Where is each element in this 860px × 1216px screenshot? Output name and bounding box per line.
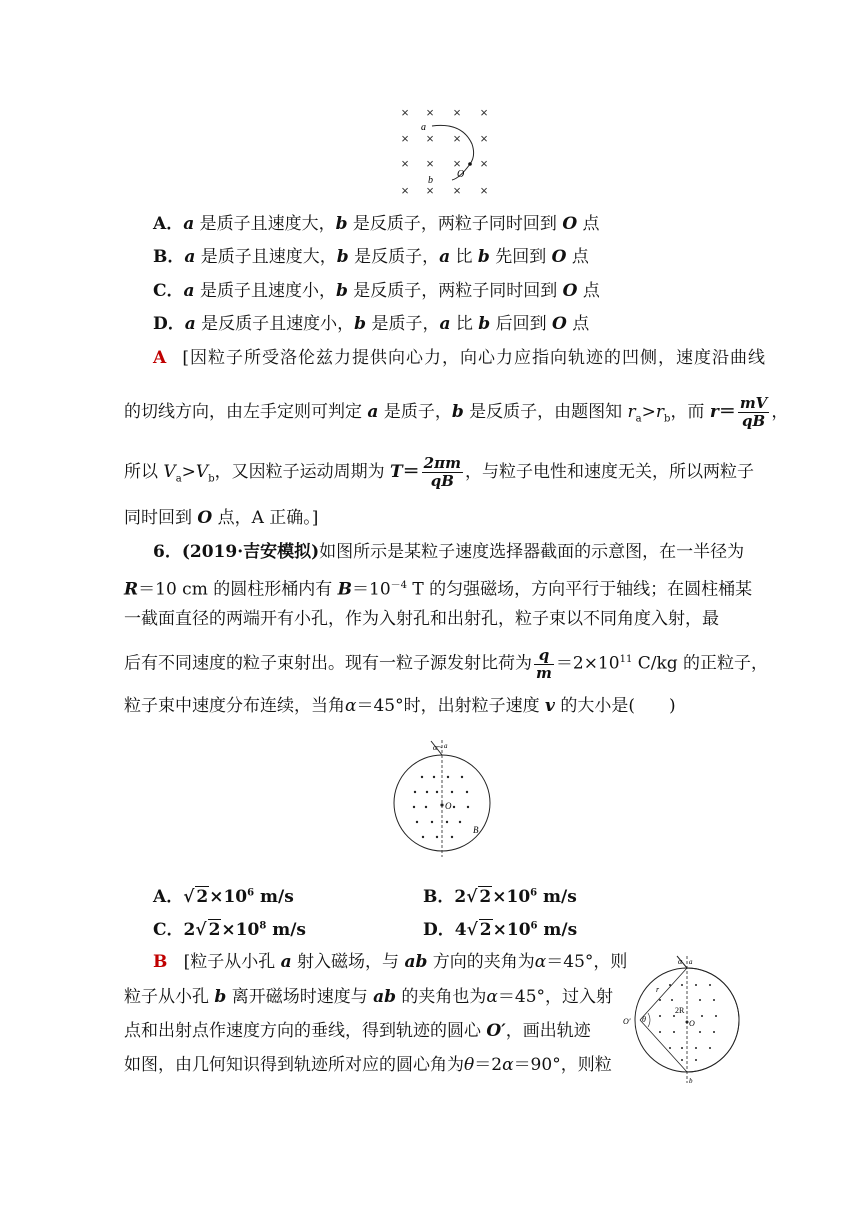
q6-solution-line2: 粒子从小孔 b 离开磁场时速度与 ab 的夹角也为α＝45°，过入射 bbox=[124, 987, 614, 1007]
figure-trajectory-solution bbox=[620, 950, 740, 1085]
svg-text:×: × bbox=[480, 105, 488, 120]
q6-solution-line4: 如图，由几何知识得到轨迹所对应的圆心角为θ＝2α＝90°，则粒 bbox=[124, 1055, 612, 1075]
fig3-label-Oprime: O′ bbox=[623, 1017, 631, 1026]
label-b: b bbox=[428, 175, 433, 186]
svg-text:×: × bbox=[426, 105, 434, 120]
fig3-label-theta: θ bbox=[642, 1015, 646, 1024]
q6-line3: 一截面直径的两端开有小孔，作为入射孔和出射孔，粒子束以不同角度入射，最 bbox=[124, 609, 719, 629]
svg-text:×: × bbox=[453, 105, 461, 120]
svg-text:×: × bbox=[426, 183, 434, 198]
label-O-center: O bbox=[445, 801, 452, 811]
label-B: B bbox=[473, 825, 479, 835]
svg-text:×: × bbox=[453, 156, 461, 171]
q5-solution-line2: 的切线方向，由左手定则可判定 a 是质子，b 是反质子，由题图知 $r_a>r_b$，而 r＝ $\frac{mV}{qB}$ ， bbox=[124, 394, 789, 430]
fig3-label-alpha: α bbox=[678, 957, 683, 966]
q6-answer: B bbox=[153, 952, 168, 972]
svg-text:×: × bbox=[426, 131, 434, 146]
q5-option-a: A．a 是质子且速度大，b 是反质子，两粒子同时回到 O 点 bbox=[153, 214, 600, 234]
figure-field-trajectory bbox=[390, 100, 500, 200]
q5-option-d: D．a 是反质子且速度小，b 是质子，a 比 b 后回到 O 点 bbox=[153, 314, 590, 334]
svg-text:×: × bbox=[480, 183, 488, 198]
q6-option-d: D．4√ $2\times 10^6$ m/s bbox=[423, 920, 578, 940]
q6-line5: 粒子束中速度分布连续，当角α＝45°时，出射粒子速度 v 的大小是( ) bbox=[124, 696, 676, 716]
q6-line1: 6．(2019·吉安模拟)如图所示是某粒子速度选择器截面的示意图，在一半径为 bbox=[153, 542, 745, 562]
q6-solution-line3: 点和出射点作速度方向的垂线，得到轨迹的圆心 O′，画出轨迹 bbox=[124, 1021, 591, 1041]
q6-solution-line1: B [粒子从小孔 a 射入磁场，与 ab 方向的夹角为α＝45°，则 bbox=[153, 952, 628, 972]
fraction-mV-qB: $\frac{mV}{qB}$ bbox=[739, 394, 768, 430]
trajectory-arc bbox=[687, 968, 739, 1072]
fraction-2pim-qB: $\frac{2\pi m}{qB}$ bbox=[423, 454, 461, 490]
point-O bbox=[468, 162, 472, 166]
label-O: O bbox=[457, 169, 465, 180]
label-a-small: a bbox=[444, 742, 448, 750]
svg-text:×: × bbox=[401, 156, 409, 171]
q6-option-c: C．2√ $2\times 10^8$ m/s bbox=[153, 920, 306, 940]
q6-line4: 后有不同速度的粒子束射出。现有一粒子源发射比荷为 $\frac{q}{m}$ $=2\times 10^{11}$ C/kg 的正粒子， bbox=[124, 645, 769, 682]
q5-solution-line1: A [因粒子所受洛伦兹力提供向心力，向心力应指向轨迹的凹侧，速度沿曲线 bbox=[153, 348, 767, 368]
q6-option-b: B．2√ $2\times 10^6$ m/s bbox=[423, 887, 577, 907]
svg-text:×: × bbox=[426, 156, 434, 171]
fig3-label-b: b bbox=[689, 1077, 693, 1085]
fraction-q-m: $\frac{q}{m}$ bbox=[536, 645, 552, 682]
fig3-label-r: r bbox=[656, 985, 660, 994]
svg-text:×: × bbox=[453, 131, 461, 146]
q5-solution-line4: 同时回到 O 点，A 正确。] bbox=[124, 508, 319, 528]
q6-line2: R＝10 cm 的圆柱形桶内有 $B=10^{-4}$ T 的匀强磁场，方向平行于轴线；在圆柱桶某 bbox=[124, 579, 753, 600]
q5-solution-line3: 所以 $V_a>V_b$，又因粒子运动周期为 T＝ $\frac{2\pi m}{qB}$ ，与粒子电性和速度无关，所以两粒子 bbox=[124, 454, 754, 490]
label-a: a bbox=[421, 122, 426, 133]
svg-text:×: × bbox=[401, 105, 409, 120]
q6-option-a: A．√ $2\times 10^6$ m/s bbox=[153, 887, 294, 907]
svg-text:×: × bbox=[401, 183, 409, 198]
svg-text:×: × bbox=[480, 156, 488, 171]
q5-option-b: B．a 是质子且速度大，b 是反质子，a 比 b 先回到 O 点 bbox=[153, 247, 589, 267]
svg-text:×: × bbox=[480, 131, 488, 146]
fig3-label-a: a bbox=[689, 958, 693, 966]
label-alpha: α bbox=[433, 743, 438, 752]
q5-answer: A bbox=[153, 348, 167, 368]
figure-velocity-selector bbox=[390, 735, 500, 860]
svg-text:×: × bbox=[401, 131, 409, 146]
fig3-label-2R: 2R bbox=[675, 1006, 685, 1015]
q5-option-c: C．a 是质子且速度小，b 是反质子，两粒子同时回到 O 点 bbox=[153, 281, 600, 301]
svg-text:×: × bbox=[453, 183, 461, 198]
fig3-label-O: O bbox=[689, 1019, 695, 1028]
